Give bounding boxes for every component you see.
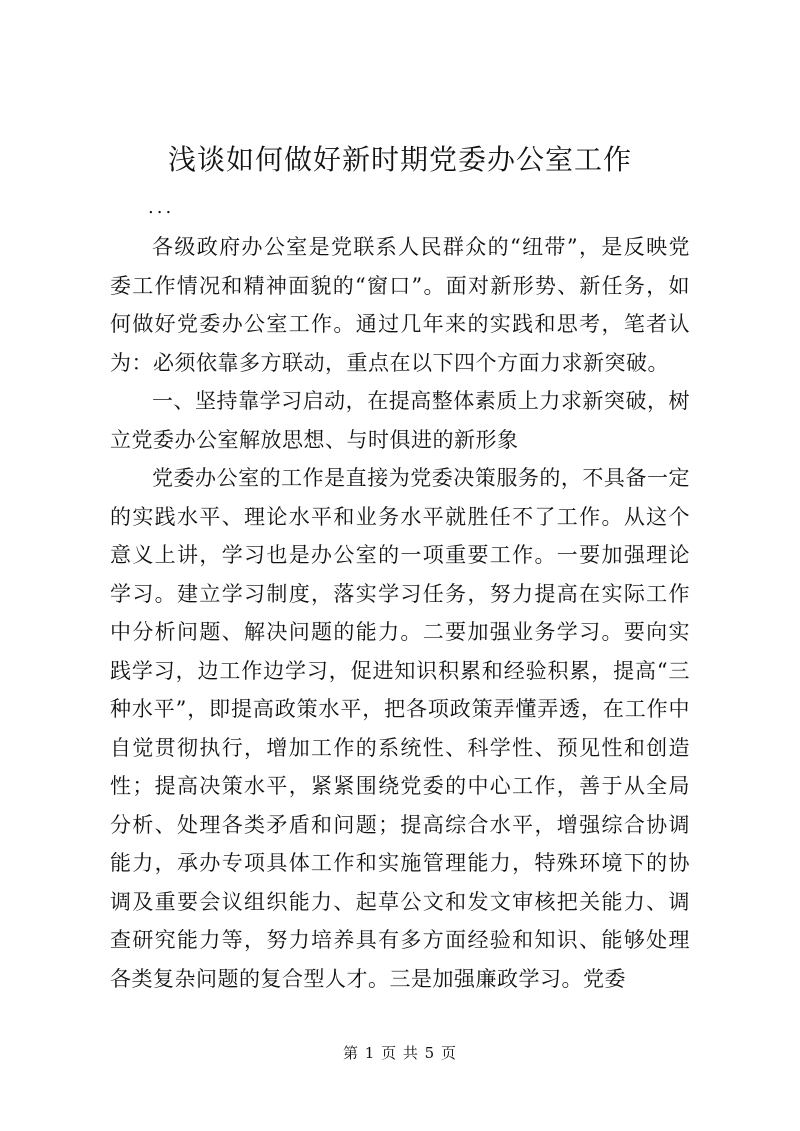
document-body bbox=[110, 228, 690, 998]
page-footer: 第 1 页 共 5 页 bbox=[343, 1044, 457, 1062]
paragraph-section-heading: 一、坚持靠学习启动，在提高整体素质上力求新突破，树立党委办公室解放思想、与时俱进的新形象 bbox=[110, 389, 690, 452]
ellipsis-mark: ... bbox=[148, 197, 175, 218]
paragraph-intro: 各级政府办公室是党联系人民群众的“纽带”，是反映党委工作情况和精神面貌的“窗口”。面对新形势、新任务，如何做好党委办公室工作。通过几年来的实践和思考，笔者认为：必须依靠多方联动，重点在以下四个方面力求新突破。 bbox=[110, 235, 690, 375]
paragraph-section-body: 党委办公室的工作是直接为党委决策服务的，不具备一定的实践水平、理论水平和业务水平就胜任不了工作。从这个意义上讲，学习也是办公室的一项重要工作。一要加强理论学习。建立学习制度，落实学习任务，努力提高在实际工作中分析问题、解决问题的能力。二要加强业务学习。要向实践学习，边工作边学习，促进知识积累和经验积累，提高“三种水平”，即提高政策水平，把各项政策弄懂弄透，在工作中自觉贯彻执行，增加工作的系统性、科学性、预见性和创造性；提高决策水平，紧紧围绕党委的中心工作，善于从全局分析、处理各类矛盾和问题；提高综合水平，增强综合协调能力，承办专项具体工作和实施管理能力，特殊环境下的协调及重要会议组织能力、起草公文和发文审核把关能力、调查研究能力等，努力培养具有多方面经验和知识、能够处理各类复杂问题的复合型人才。三是加强廉政学习。党委 bbox=[110, 466, 690, 991]
document-title: 浅谈如何做好新时期党委办公室工作 bbox=[167, 143, 632, 176]
